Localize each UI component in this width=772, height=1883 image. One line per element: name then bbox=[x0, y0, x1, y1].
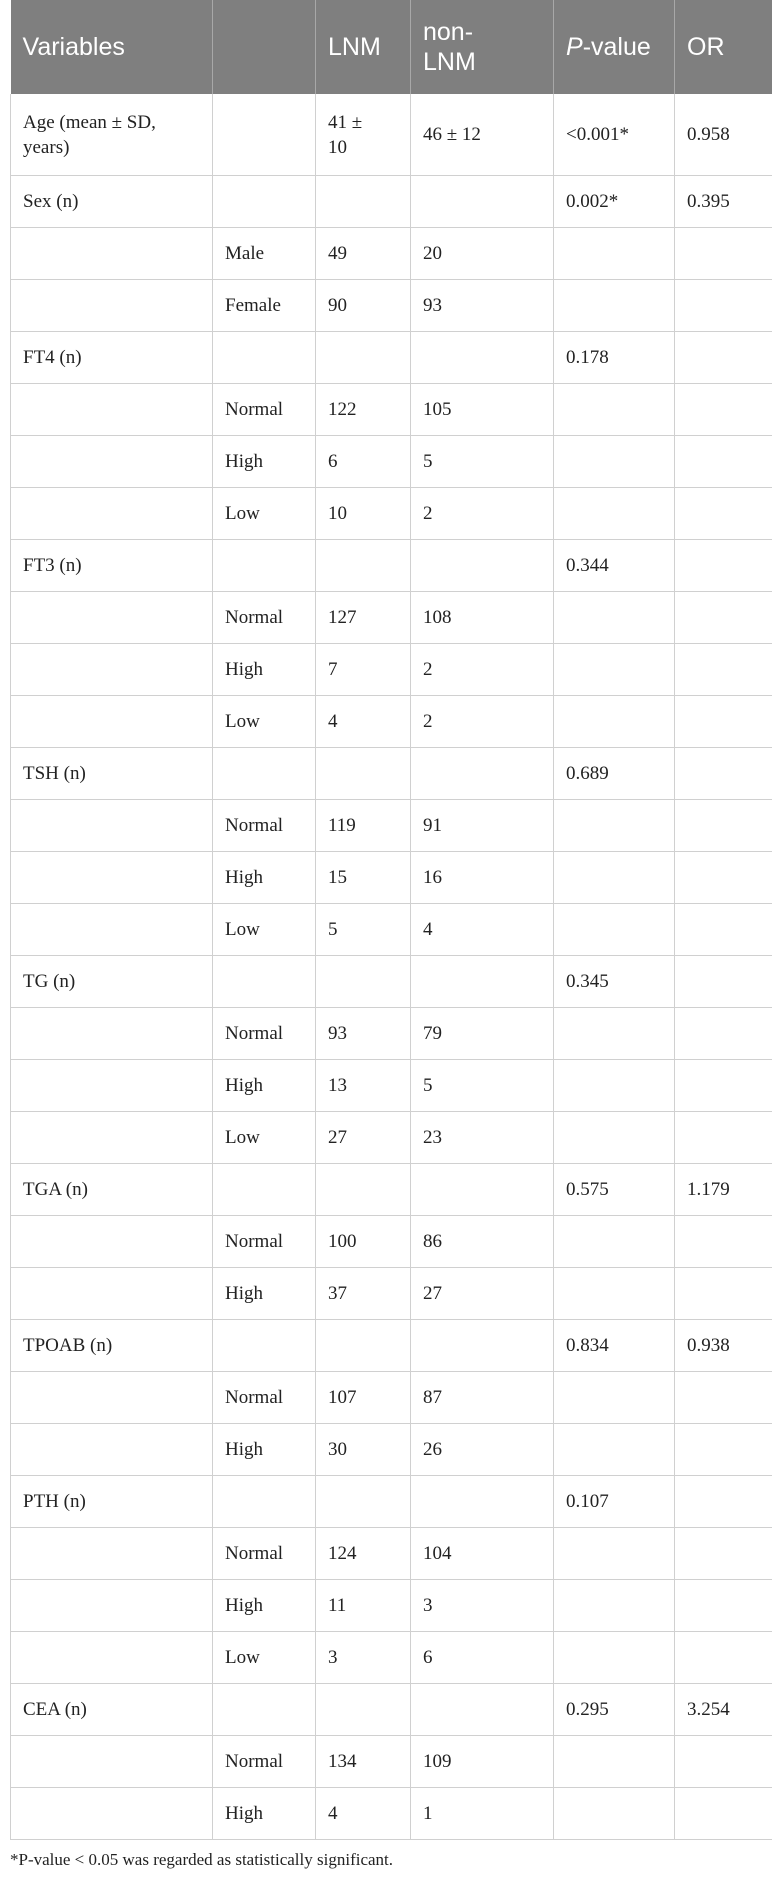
cell-category bbox=[213, 94, 316, 176]
cell-category: Female bbox=[213, 280, 316, 332]
cell-variable bbox=[11, 1216, 213, 1268]
cell-or bbox=[675, 1476, 772, 1528]
cell-or: 1.179 bbox=[675, 1164, 772, 1216]
cell-non-lnm: 2 bbox=[411, 488, 554, 540]
cell-variable: FT4 (n) bbox=[11, 332, 213, 384]
cell-p-value: 0.345 bbox=[554, 956, 675, 1008]
cell-variable bbox=[11, 488, 213, 540]
table-row bbox=[11, 228, 772, 280]
cell-variable bbox=[11, 228, 213, 280]
cell-lnm: 4 bbox=[316, 696, 411, 748]
table-row bbox=[11, 1268, 772, 1320]
cell-non-lnm bbox=[411, 956, 554, 1008]
cell-p-value bbox=[554, 904, 675, 956]
cell-lnm bbox=[316, 1320, 411, 1372]
cell-category: Normal bbox=[213, 800, 316, 852]
cell-non-lnm: 27 bbox=[411, 1268, 554, 1320]
cell-non-lnm: 5 bbox=[411, 436, 554, 488]
cell-variable bbox=[11, 696, 213, 748]
cell-lnm: 134 bbox=[316, 1736, 411, 1788]
cell-p-value bbox=[554, 1424, 675, 1476]
cell-lnm: 6 bbox=[316, 436, 411, 488]
cell-or bbox=[675, 1788, 772, 1840]
cell-lnm: 107 bbox=[316, 1372, 411, 1424]
table-row bbox=[11, 1528, 772, 1580]
cell-variable bbox=[11, 904, 213, 956]
cell-or bbox=[675, 1112, 772, 1164]
cell-category: High bbox=[213, 1788, 316, 1840]
cell-non-lnm: 79 bbox=[411, 1008, 554, 1060]
cell-lnm bbox=[316, 1164, 411, 1216]
cell-or: 3.254 bbox=[675, 1684, 772, 1736]
cell-category: High bbox=[213, 1060, 316, 1112]
results-table-container bbox=[10, 0, 772, 1840]
cell-lnm: 41 ± 10 bbox=[316, 94, 411, 176]
table-row bbox=[11, 696, 772, 748]
cell-p-value: 0.344 bbox=[554, 540, 675, 592]
cell-category: High bbox=[213, 852, 316, 904]
cell-non-lnm: 2 bbox=[411, 644, 554, 696]
cell-category: Low bbox=[213, 904, 316, 956]
table-row bbox=[11, 1320, 772, 1372]
table-row bbox=[11, 1372, 772, 1424]
cell-lnm: 4 bbox=[316, 1788, 411, 1840]
cell-variable bbox=[11, 1112, 213, 1164]
cell-p-value: <0.001* bbox=[554, 94, 675, 176]
header-p-italic: P bbox=[566, 33, 583, 61]
cell-variable: TPOAB (n) bbox=[11, 1320, 213, 1372]
table-row bbox=[11, 1632, 772, 1684]
cell-category: Low bbox=[213, 1112, 316, 1164]
cell-non-lnm: 1 bbox=[411, 1788, 554, 1840]
cell-or bbox=[675, 1372, 772, 1424]
cell-or bbox=[675, 1528, 772, 1580]
cell-lnm: 100 bbox=[316, 1216, 411, 1268]
cell-lnm bbox=[316, 1476, 411, 1528]
cell-non-lnm: 23 bbox=[411, 1112, 554, 1164]
cell-p-value bbox=[554, 1580, 675, 1632]
cell-p-value bbox=[554, 384, 675, 436]
cell-variable bbox=[11, 1008, 213, 1060]
cell-category: High bbox=[213, 436, 316, 488]
cell-p-value: 0.295 bbox=[554, 1684, 675, 1736]
cell-or bbox=[675, 540, 772, 592]
table-row bbox=[11, 1008, 772, 1060]
table-row bbox=[11, 1580, 772, 1632]
cell-category bbox=[213, 1164, 316, 1216]
cell-p-value: 0.689 bbox=[554, 748, 675, 800]
cell-variable: CEA (n) bbox=[11, 1684, 213, 1736]
cell-category: High bbox=[213, 1424, 316, 1476]
cell-category: Normal bbox=[213, 1528, 316, 1580]
cell-non-lnm: 105 bbox=[411, 384, 554, 436]
cell-category: Low bbox=[213, 696, 316, 748]
cell-non-lnm bbox=[411, 748, 554, 800]
cell-lnm: 119 bbox=[316, 800, 411, 852]
cell-lnm: 93 bbox=[316, 1008, 411, 1060]
table-row bbox=[11, 488, 772, 540]
cell-non-lnm bbox=[411, 332, 554, 384]
cell-lnm: 27 bbox=[316, 1112, 411, 1164]
cell-p-value bbox=[554, 592, 675, 644]
cell-or bbox=[675, 956, 772, 1008]
cell-or bbox=[675, 332, 772, 384]
cell-non-lnm: 87 bbox=[411, 1372, 554, 1424]
cell-or bbox=[675, 436, 772, 488]
table-row bbox=[11, 1736, 772, 1788]
cell-or bbox=[675, 696, 772, 748]
cell-lnm: 7 bbox=[316, 644, 411, 696]
cell-p-value: 0.834 bbox=[554, 1320, 675, 1372]
cell-p-value: 0.002* bbox=[554, 176, 675, 228]
cell-variable: FT3 (n) bbox=[11, 540, 213, 592]
cell-category: Normal bbox=[213, 1216, 316, 1268]
header-row bbox=[11, 0, 772, 94]
cell-variable bbox=[11, 644, 213, 696]
cell-or bbox=[675, 1580, 772, 1632]
cell-category bbox=[213, 1476, 316, 1528]
cell-p-value bbox=[554, 488, 675, 540]
table-row bbox=[11, 94, 772, 176]
cell-lnm: 10 bbox=[316, 488, 411, 540]
cell-lnm bbox=[316, 332, 411, 384]
table-row bbox=[11, 904, 772, 956]
table-row bbox=[11, 1424, 772, 1476]
cell-lnm: 3 bbox=[316, 1632, 411, 1684]
cell-lnm: 122 bbox=[316, 384, 411, 436]
table-row bbox=[11, 748, 772, 800]
table-row bbox=[11, 1684, 772, 1736]
cell-non-lnm: 91 bbox=[411, 800, 554, 852]
table-row bbox=[11, 384, 772, 436]
cell-category: High bbox=[213, 1268, 316, 1320]
cell-p-value bbox=[554, 1788, 675, 1840]
cell-or bbox=[675, 644, 772, 696]
cell-category bbox=[213, 176, 316, 228]
cell-non-lnm: 104 bbox=[411, 1528, 554, 1580]
cell-or bbox=[675, 228, 772, 280]
header-lnm: LNM bbox=[316, 0, 411, 94]
cell-lnm: 90 bbox=[316, 280, 411, 332]
cell-p-value bbox=[554, 1112, 675, 1164]
cell-non-lnm: 2 bbox=[411, 696, 554, 748]
cell-non-lnm: 109 bbox=[411, 1736, 554, 1788]
cell-p-value: 0.575 bbox=[554, 1164, 675, 1216]
cell-or bbox=[675, 852, 772, 904]
cell-category bbox=[213, 540, 316, 592]
cell-variable bbox=[11, 1060, 213, 1112]
cell-lnm: 124 bbox=[316, 1528, 411, 1580]
cell-non-lnm: 3 bbox=[411, 1580, 554, 1632]
cell-variable bbox=[11, 1424, 213, 1476]
cell-category: Low bbox=[213, 488, 316, 540]
cell-or bbox=[675, 1268, 772, 1320]
cell-lnm: 49 bbox=[316, 228, 411, 280]
cell-or bbox=[675, 1060, 772, 1112]
cell-or bbox=[675, 748, 772, 800]
table-row bbox=[11, 956, 772, 1008]
table-row bbox=[11, 592, 772, 644]
table-row bbox=[11, 1476, 772, 1528]
cell-non-lnm: 93 bbox=[411, 280, 554, 332]
cell-or bbox=[675, 592, 772, 644]
cell-lnm: 37 bbox=[316, 1268, 411, 1320]
cell-or bbox=[675, 488, 772, 540]
cell-lnm bbox=[316, 540, 411, 592]
cell-p-value bbox=[554, 800, 675, 852]
cell-lnm bbox=[316, 1684, 411, 1736]
cell-non-lnm: 26 bbox=[411, 1424, 554, 1476]
cell-p-value bbox=[554, 1216, 675, 1268]
cell-non-lnm: 46 ± 12 bbox=[411, 94, 554, 176]
table-row bbox=[11, 644, 772, 696]
cell-p-value bbox=[554, 1528, 675, 1580]
table-row bbox=[11, 280, 772, 332]
cell-or bbox=[675, 384, 772, 436]
cell-category: Normal bbox=[213, 1736, 316, 1788]
cell-variable bbox=[11, 436, 213, 488]
cell-variable: TG (n) bbox=[11, 956, 213, 1008]
cell-category bbox=[213, 1684, 316, 1736]
cell-p-value bbox=[554, 1268, 675, 1320]
cell-variable bbox=[11, 280, 213, 332]
header-p-value bbox=[554, 0, 675, 94]
cell-category: High bbox=[213, 1580, 316, 1632]
cell-p-value bbox=[554, 436, 675, 488]
cell-or bbox=[675, 800, 772, 852]
table-row bbox=[11, 1788, 772, 1840]
cell-non-lnm: 20 bbox=[411, 228, 554, 280]
cell-lnm: 15 bbox=[316, 852, 411, 904]
cell-category: Normal bbox=[213, 1372, 316, 1424]
cell-category: Normal bbox=[213, 1008, 316, 1060]
results-table bbox=[10, 0, 772, 1840]
table-row bbox=[11, 1164, 772, 1216]
cell-variable bbox=[11, 1580, 213, 1632]
cell-lnm: 13 bbox=[316, 1060, 411, 1112]
cell-non-lnm bbox=[411, 540, 554, 592]
cell-variable bbox=[11, 592, 213, 644]
cell-variable bbox=[11, 852, 213, 904]
cell-variable bbox=[11, 1736, 213, 1788]
header-p-rest: -value bbox=[582, 33, 651, 61]
cell-category bbox=[213, 1320, 316, 1372]
cell-p-value bbox=[554, 1008, 675, 1060]
cell-or: 0.938 bbox=[675, 1320, 772, 1372]
cell-variable: Sex (n) bbox=[11, 176, 213, 228]
cell-non-lnm bbox=[411, 1476, 554, 1528]
header-category bbox=[213, 0, 316, 94]
cell-non-lnm: 6 bbox=[411, 1632, 554, 1684]
cell-p-value bbox=[554, 696, 675, 748]
header-variables: Variables bbox=[11, 0, 213, 94]
cell-lnm: 11 bbox=[316, 1580, 411, 1632]
cell-category bbox=[213, 748, 316, 800]
table-footnote: *P-value < 0.05 was regarded as statistically significant. bbox=[10, 1850, 394, 1869]
cell-variable: TSH (n) bbox=[11, 748, 213, 800]
cell-non-lnm bbox=[411, 1320, 554, 1372]
cell-variable bbox=[11, 384, 213, 436]
cell-non-lnm: 108 bbox=[411, 592, 554, 644]
table-row bbox=[11, 1112, 772, 1164]
table-row bbox=[11, 436, 772, 488]
cell-category: Normal bbox=[213, 592, 316, 644]
cell-category: Normal bbox=[213, 384, 316, 436]
cell-category bbox=[213, 332, 316, 384]
cell-variable: Age (mean ± SD, years) bbox=[11, 94, 213, 176]
cell-p-value bbox=[554, 1372, 675, 1424]
cell-lnm: 127 bbox=[316, 592, 411, 644]
table-row bbox=[11, 800, 772, 852]
cell-non-lnm: 16 bbox=[411, 852, 554, 904]
cell-non-lnm bbox=[411, 1164, 554, 1216]
table-row bbox=[11, 176, 772, 228]
cell-category: Low bbox=[213, 1632, 316, 1684]
cell-variable bbox=[11, 1528, 213, 1580]
table-body bbox=[11, 94, 772, 1840]
table-row bbox=[11, 1216, 772, 1268]
cell-p-value bbox=[554, 644, 675, 696]
cell-or: 0.958 bbox=[675, 94, 772, 176]
cell-lnm: 5 bbox=[316, 904, 411, 956]
cell-or bbox=[675, 1216, 772, 1268]
cell-p-value bbox=[554, 1632, 675, 1684]
cell-variable bbox=[11, 1268, 213, 1320]
cell-non-lnm bbox=[411, 176, 554, 228]
header-or: OR bbox=[675, 0, 772, 94]
cell-or bbox=[675, 1008, 772, 1060]
cell-category bbox=[213, 956, 316, 1008]
header-non-lnm: non- LNM bbox=[411, 0, 554, 94]
cell-p-value bbox=[554, 1736, 675, 1788]
table-row bbox=[11, 332, 772, 384]
cell-p-value: 0.107 bbox=[554, 1476, 675, 1528]
cell-lnm bbox=[316, 176, 411, 228]
cell-lnm bbox=[316, 748, 411, 800]
cell-non-lnm bbox=[411, 1684, 554, 1736]
cell-variable bbox=[11, 1632, 213, 1684]
cell-variable: PTH (n) bbox=[11, 1476, 213, 1528]
cell-or: 0.395 bbox=[675, 176, 772, 228]
cell-non-lnm: 86 bbox=[411, 1216, 554, 1268]
cell-or bbox=[675, 280, 772, 332]
cell-category: High bbox=[213, 644, 316, 696]
cell-non-lnm: 5 bbox=[411, 1060, 554, 1112]
table-row bbox=[11, 1060, 772, 1112]
cell-p-value bbox=[554, 228, 675, 280]
cell-variable bbox=[11, 800, 213, 852]
cell-or bbox=[675, 1424, 772, 1476]
cell-variable: TGA (n) bbox=[11, 1164, 213, 1216]
table-row bbox=[11, 852, 772, 904]
cell-or bbox=[675, 904, 772, 956]
cell-p-value: 0.178 bbox=[554, 332, 675, 384]
cell-p-value bbox=[554, 280, 675, 332]
cell-or bbox=[675, 1632, 772, 1684]
cell-p-value bbox=[554, 1060, 675, 1112]
table-row bbox=[11, 540, 772, 592]
cell-variable bbox=[11, 1372, 213, 1424]
table-header bbox=[11, 0, 772, 94]
cell-category: Male bbox=[213, 228, 316, 280]
cell-or bbox=[675, 1736, 772, 1788]
cell-p-value bbox=[554, 852, 675, 904]
cell-variable bbox=[11, 1788, 213, 1840]
cell-lnm bbox=[316, 956, 411, 1008]
cell-lnm: 30 bbox=[316, 1424, 411, 1476]
cell-non-lnm: 4 bbox=[411, 904, 554, 956]
